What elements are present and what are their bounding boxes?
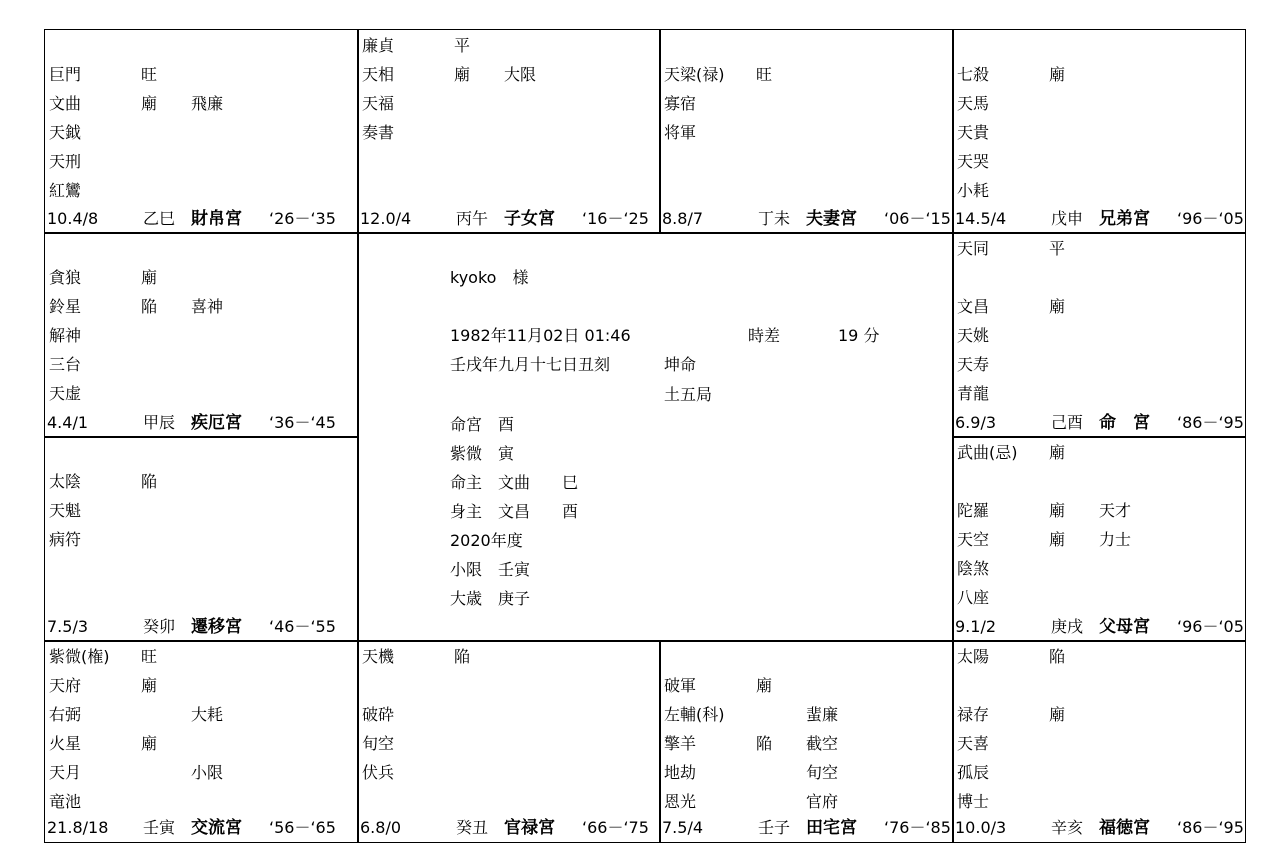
star-brightness: 廟 xyxy=(141,268,158,287)
gender-label: 坤命 xyxy=(664,355,697,374)
ziwei-position: 紫微 寅 xyxy=(450,444,515,463)
stem-branch: 癸丑 xyxy=(456,818,489,837)
palace-name: 交流宮 xyxy=(191,818,242,838)
star-name: 天福 xyxy=(362,94,395,113)
star-name: 天寿 xyxy=(957,355,990,374)
star-minor: 大限 xyxy=(504,65,537,84)
star-name: 寡宿 xyxy=(664,94,697,113)
palace-name: 夫妻宮 xyxy=(806,209,857,229)
chart-board xyxy=(44,29,1246,843)
palace-number: 21.8/18 xyxy=(47,818,109,837)
palace-cell-mao xyxy=(44,436,359,642)
palace-name: 兄弟宮 xyxy=(1099,209,1150,229)
palace-cell-si xyxy=(44,29,359,234)
star-name: 火星 xyxy=(49,734,82,753)
palace-name: 官禄宮 xyxy=(504,818,555,838)
stem-branch: 壬寅 xyxy=(143,818,176,837)
palace-footer xyxy=(953,206,1245,232)
palace-name: 命 宮 xyxy=(1099,413,1150,433)
star-name: 巨門 xyxy=(49,65,82,84)
decade-years: ‘86－‘95 xyxy=(1177,818,1244,837)
star-name: 陰煞 xyxy=(957,559,990,578)
palace-name: 疾厄宮 xyxy=(191,413,242,433)
stem-branch: 己酉 xyxy=(1051,413,1084,432)
star-brightness: 廟 xyxy=(141,734,158,753)
stem-branch: 辛亥 xyxy=(1051,818,1084,837)
star-name: 文曲 xyxy=(49,94,82,113)
star-brightness: 陥 xyxy=(454,647,471,666)
star-name: 廉貞 xyxy=(362,36,395,55)
star-brightness: 廟 xyxy=(1049,705,1066,724)
palace-cell-shen xyxy=(952,29,1246,234)
stem-branch: 甲辰 xyxy=(143,413,176,432)
star-name: 天馬 xyxy=(957,94,990,113)
star-name: 鈴星 xyxy=(49,297,82,316)
star-brightness: 廟 xyxy=(141,94,158,113)
palace-number: 10.4/8 xyxy=(47,209,99,228)
star-name: 左輔(科) xyxy=(664,705,725,724)
star-brightness: 廟 xyxy=(454,65,471,84)
palace-cell-chen xyxy=(44,232,359,438)
star-brightness: 旺 xyxy=(756,65,773,84)
palace-number: 10.0/3 xyxy=(955,818,1007,837)
palace-cell-wu xyxy=(357,29,661,234)
center-info-panel xyxy=(357,232,954,642)
stem-branch: 乙巳 xyxy=(143,209,176,228)
star-brightness: 廟 xyxy=(141,676,158,695)
star-name: 天府 xyxy=(49,676,82,695)
star-brightness: 廟 xyxy=(1049,297,1066,316)
palace-name: 田宅宮 xyxy=(806,818,857,838)
palace-name: 財帛宮 xyxy=(191,209,242,229)
star-name: 天梁(禄) xyxy=(664,65,725,84)
star-minor: 天才 xyxy=(1099,501,1132,520)
star-minor: 蜚廉 xyxy=(806,705,839,724)
decade-years: ‘96－‘05 xyxy=(1177,617,1244,636)
decade-years: ‘86－‘95 xyxy=(1177,413,1244,432)
star-name: 天月 xyxy=(49,763,82,782)
palace-number: 12.0/4 xyxy=(360,209,412,228)
palace-number: 6.8/0 xyxy=(360,818,402,837)
star-minor: 飛廉 xyxy=(191,94,224,113)
star-name: 七殺 xyxy=(957,65,990,84)
shen-zhu: 身主 文昌 酉 xyxy=(450,502,579,521)
palace-cell-wei xyxy=(659,29,954,234)
star-brightness: 平 xyxy=(1049,239,1066,258)
decade-years: ‘56－‘65 xyxy=(269,818,336,837)
star-name: 右弼 xyxy=(49,705,82,724)
star-name: 旬空 xyxy=(362,734,395,753)
star-name: 文昌 xyxy=(957,297,990,316)
star-name: 天同 xyxy=(957,239,990,258)
palace-cell-hai xyxy=(952,640,1246,843)
palace-footer xyxy=(45,815,358,841)
star-minor: 喜神 xyxy=(191,297,224,316)
palace-number: 8.8/7 xyxy=(662,209,704,228)
star-name: 天刑 xyxy=(49,152,82,171)
ming-gong: 命宮 酉 xyxy=(450,415,515,434)
client-name: kyoko 様 xyxy=(450,268,529,287)
star-brightness: 陥 xyxy=(141,472,158,491)
stem-branch: 庚戌 xyxy=(1051,617,1084,636)
star-name: 孤辰 xyxy=(957,763,990,782)
palace-number: 9.1/2 xyxy=(955,617,997,636)
star-name: 貪狼 xyxy=(49,268,82,287)
star-minor: 截空 xyxy=(806,734,839,753)
ming-zhu: 命主 文曲 巳 xyxy=(450,473,579,492)
palace-footer xyxy=(45,206,358,232)
star-name: 擎羊 xyxy=(664,734,697,753)
birth-date: 1982年11月02日 01:46 xyxy=(450,326,631,345)
stem-branch: 丁未 xyxy=(758,209,791,228)
star-name: 青龍 xyxy=(957,384,990,403)
star-name: 破軍 xyxy=(664,676,697,695)
year-label: 2020年度 xyxy=(450,531,523,550)
star-brightness: 旺 xyxy=(141,65,158,84)
star-name: 天姚 xyxy=(957,326,990,345)
star-name: 天空 xyxy=(957,530,990,549)
decade-years: ‘16－‘25 xyxy=(582,209,649,228)
star-brightness: 旺 xyxy=(141,647,158,666)
star-brightness: 平 xyxy=(454,36,471,55)
star-name: 天喜 xyxy=(957,734,990,753)
star-name: 天貴 xyxy=(957,123,990,142)
palace-footer xyxy=(953,815,1245,841)
palace-footer xyxy=(45,410,358,436)
palace-cell-zi xyxy=(659,640,954,843)
palace-cell-you xyxy=(952,232,1246,438)
star-name: 地劫 xyxy=(664,763,697,782)
star-brightness: 廟 xyxy=(1049,501,1066,520)
palace-cell-yin xyxy=(44,640,359,843)
star-name: 禄存 xyxy=(957,705,990,724)
star-name: 解神 xyxy=(49,326,82,345)
palace-name: 父母宮 xyxy=(1099,617,1150,637)
star-name: 武曲(忌) xyxy=(957,443,1018,462)
star-name: 天機 xyxy=(362,647,395,666)
star-name: 天虚 xyxy=(49,384,82,403)
star-name: 天鉞 xyxy=(49,123,82,142)
stem-branch: 戊申 xyxy=(1051,209,1084,228)
star-name: 太陰 xyxy=(49,472,82,491)
star-name: 破砕 xyxy=(362,705,395,724)
palace-footer xyxy=(660,206,953,232)
palace-footer xyxy=(953,614,1245,640)
star-name: 陀羅 xyxy=(957,501,990,520)
star-brightness: 廟 xyxy=(1049,65,1066,84)
decade-years: ‘46－‘55 xyxy=(269,617,336,636)
palace-footer xyxy=(953,410,1245,436)
star-name: 病符 xyxy=(49,530,82,549)
time-diff-label: 時差 xyxy=(748,326,781,345)
star-name: 奏書 xyxy=(362,123,395,142)
star-name: 紅鸞 xyxy=(49,181,82,200)
palace-name: 福徳宮 xyxy=(1099,818,1150,838)
star-name: 天哭 xyxy=(957,152,990,171)
palace-name: 子女宮 xyxy=(504,209,555,229)
lunar-date: 壬戌年九月十七日丑刻 xyxy=(450,355,611,374)
star-minor: 官府 xyxy=(806,792,839,811)
star-name: 伏兵 xyxy=(362,763,395,782)
palace-number: 4.4/1 xyxy=(47,413,89,432)
xiao-xian: 小限 壬寅 xyxy=(450,560,531,579)
palace-footer xyxy=(660,815,953,841)
star-name: 天魁 xyxy=(49,501,82,520)
star-name: 将軍 xyxy=(664,123,697,142)
star-brightness: 廟 xyxy=(1049,443,1066,462)
palace-footer xyxy=(358,206,660,232)
palace-footer xyxy=(358,815,660,841)
decade-years: ‘96－‘05 xyxy=(1177,209,1244,228)
palace-number: 6.9/3 xyxy=(955,413,997,432)
star-name: 八座 xyxy=(957,588,990,607)
star-brightness: 陥 xyxy=(1049,647,1066,666)
palace-footer xyxy=(45,614,358,640)
star-minor: 旬空 xyxy=(806,763,839,782)
star-brightness: 陥 xyxy=(756,734,773,753)
star-name: 天相 xyxy=(362,65,395,84)
time-diff-value: 19 分 xyxy=(838,326,880,345)
bureau-label: 土五局 xyxy=(664,385,713,404)
star-minor: 小限 xyxy=(191,763,224,782)
decade-years: ‘76－‘85 xyxy=(884,818,951,837)
da-sui: 大歳 庚子 xyxy=(450,589,531,608)
palace-number: 7.5/4 xyxy=(662,818,704,837)
palace-cell-xu xyxy=(952,436,1246,642)
star-brightness: 廟 xyxy=(1049,530,1066,549)
palace-number: 14.5/4 xyxy=(955,209,1007,228)
star-minor: 大耗 xyxy=(191,705,224,724)
star-name: 太陽 xyxy=(957,647,990,666)
decade-years: ‘66－‘75 xyxy=(582,818,649,837)
star-brightness: 陥 xyxy=(141,297,158,316)
star-brightness: 廟 xyxy=(756,676,773,695)
star-name: 小耗 xyxy=(957,181,990,200)
palace-number: 7.5/3 xyxy=(47,617,89,636)
star-name: 三台 xyxy=(49,355,82,374)
star-name: 紫微(権) xyxy=(49,647,110,666)
star-minor: 力士 xyxy=(1099,530,1132,549)
stem-branch: 癸卯 xyxy=(143,617,176,636)
stem-branch: 丙午 xyxy=(456,209,489,228)
palace-cell-chou xyxy=(357,640,661,843)
stem-branch: 壬子 xyxy=(758,818,791,837)
decade-years: ‘06－‘15 xyxy=(884,209,951,228)
star-name: 竜池 xyxy=(49,792,82,811)
decade-years: ‘36－‘45 xyxy=(269,413,336,432)
star-name: 恩光 xyxy=(664,792,697,811)
palace-name: 遷移宮 xyxy=(191,617,242,637)
decade-years: ‘26－‘35 xyxy=(269,209,336,228)
star-name: 博士 xyxy=(957,792,990,811)
